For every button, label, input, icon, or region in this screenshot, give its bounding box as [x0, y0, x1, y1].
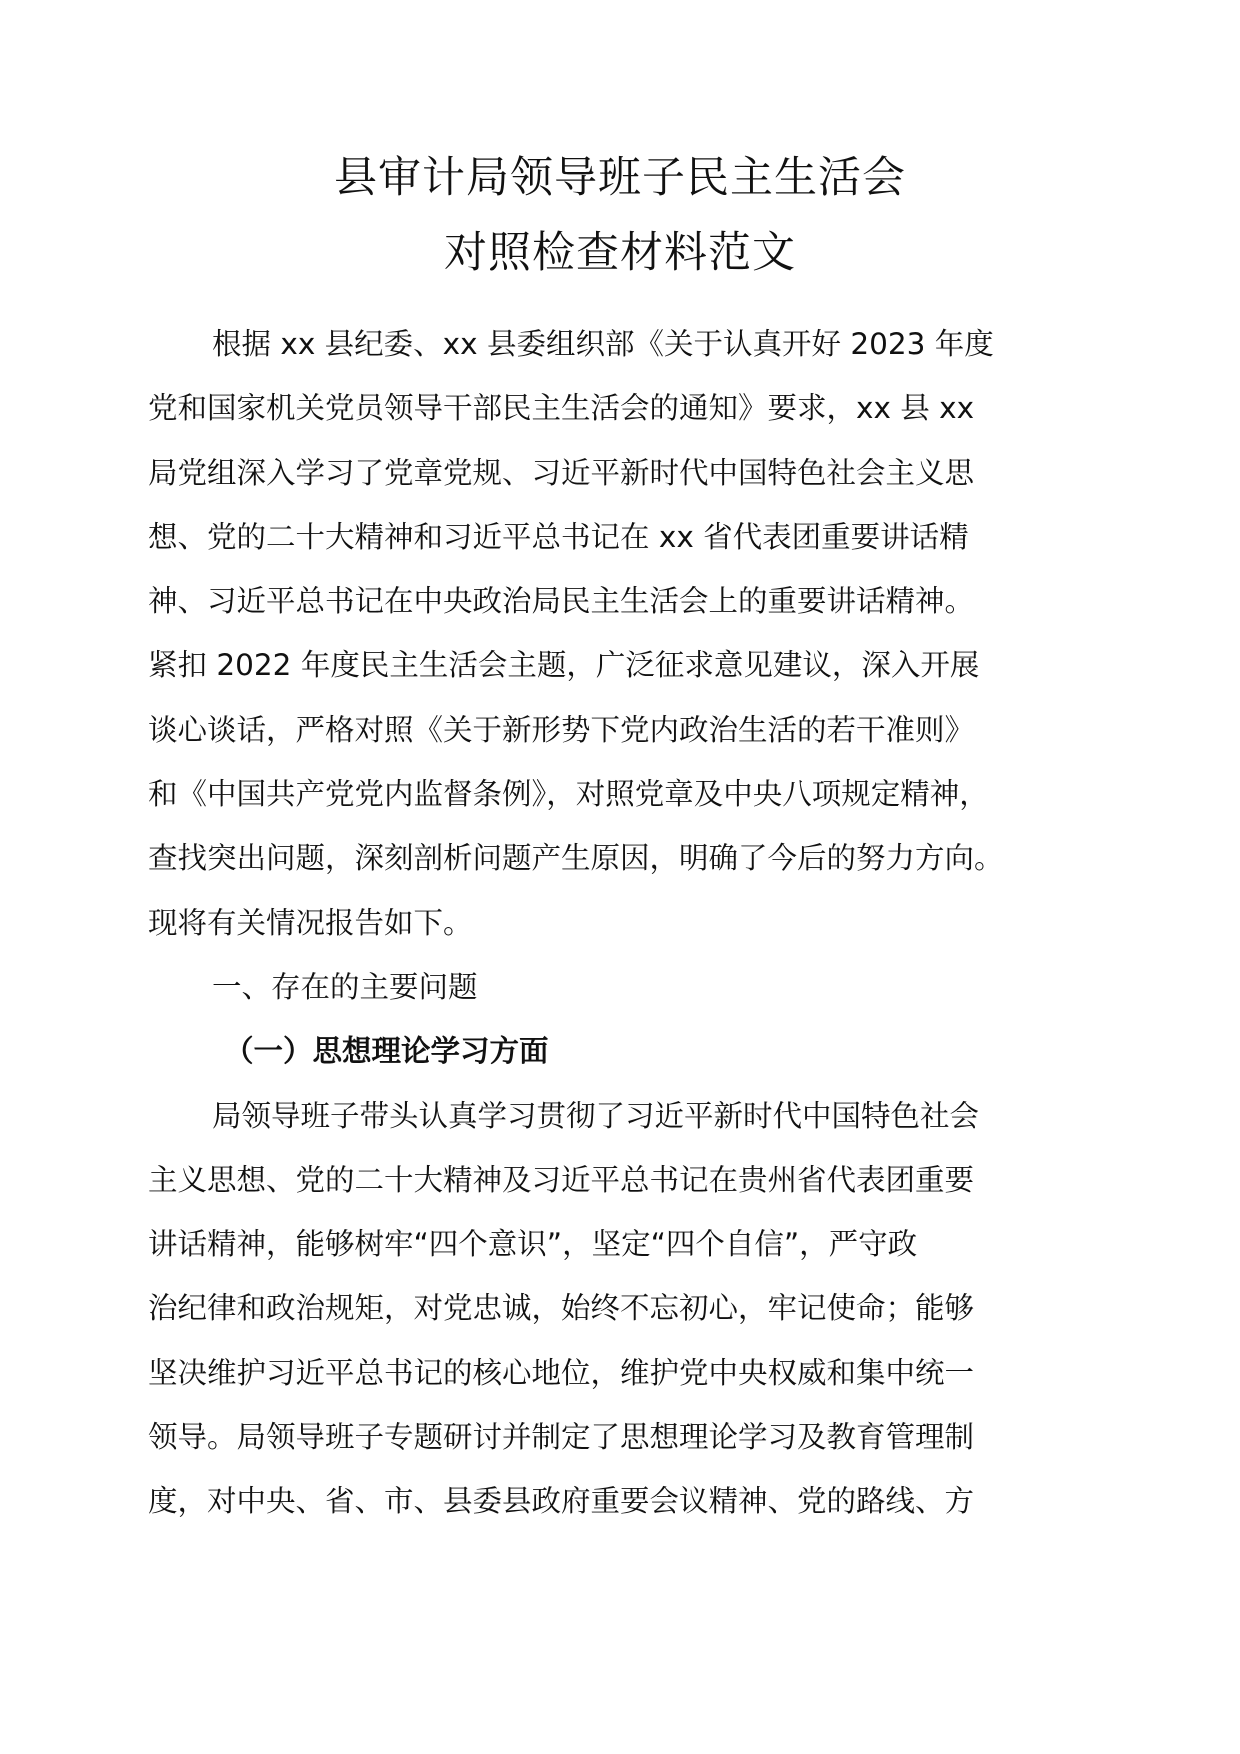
paragraph-study-line-6: 领导。局领导班子专题研讨并制定了思想理论学习及教育管理制: [148, 1420, 975, 1455]
paragraph-study-line-5: 坚决维护习近平总书记的核心地位，维护党中央权威和集中统一: [148, 1355, 975, 1390]
paragraph-intro-line-10: 现将有关情况报告如下。: [148, 905, 473, 940]
paragraph-study-line-3: 讲话精神，能够树牢“四个意识”，坚定“四个自信”，严守政: [148, 1227, 918, 1262]
paragraph-intro-line-1: 根据 xx 县纪委、xx 县委组织部《关于认真开好 2023 年度: [212, 327, 994, 361]
paragraph-study-line-7: 度，对中央、省、市、县委县政府重要会议精神、党的路线、方: [148, 1484, 975, 1519]
paragraph-intro-line-3: 局党组深入学习了党章党规、习近平新时代中国特色社会主义思: [148, 455, 975, 490]
document-title-line-2: 对照检查材料范文: [444, 228, 796, 278]
paragraph-intro-line-8: 和《中国共产党党内监督条例》，对照党章及中央八项规定精神，: [148, 777, 989, 812]
subsection-heading-1: （一）思想理论学习方面: [224, 1034, 549, 1069]
section-heading-1: 一、存在的主要问题: [212, 969, 478, 1004]
paragraph-intro-line-6: 紧扣 2022 年度民主生活会主题，广泛征求意见建议，深入开展: [148, 648, 980, 683]
paragraph-intro-line-4: 想、党的二十大精神和习近平总书记在 xx 省代表团重要讲话精: [148, 519, 969, 554]
document-title-line-1: 县审计局领导班子民主生活会: [334, 153, 906, 203]
paragraph-intro-line-5: 神、习近平总书记在中央政治局民主生活会上的重要讲话精神。: [148, 584, 975, 619]
paragraph-intro-line-2: 党和国家机关党员领导干部民主生活会的通知》要求，xx 县 xx: [148, 391, 975, 426]
paragraph-study-line-1: 局领导班子带头认真学习贯彻了习近平新时代中国特色社会: [212, 1098, 980, 1133]
paragraph-intro-line-9: 查找突出问题，深刻剖析问题产生原因，明确了今后的努力方向。: [148, 841, 1004, 876]
paragraph-study-line-2: 主义思想、党的二十大精神及习近平总书记在贵州省代表团重要: [148, 1162, 975, 1197]
document-body: [148, 312, 1103, 1534]
paragraph-study-line-4: 治纪律和政治规矩，对党忠诚，始终不忘初心，牢记使命；能够: [148, 1291, 975, 1326]
paragraph-intro-line-7: 谈心谈话，严格对照《关于新形势下党内政治生活的若干准则》: [148, 712, 975, 747]
